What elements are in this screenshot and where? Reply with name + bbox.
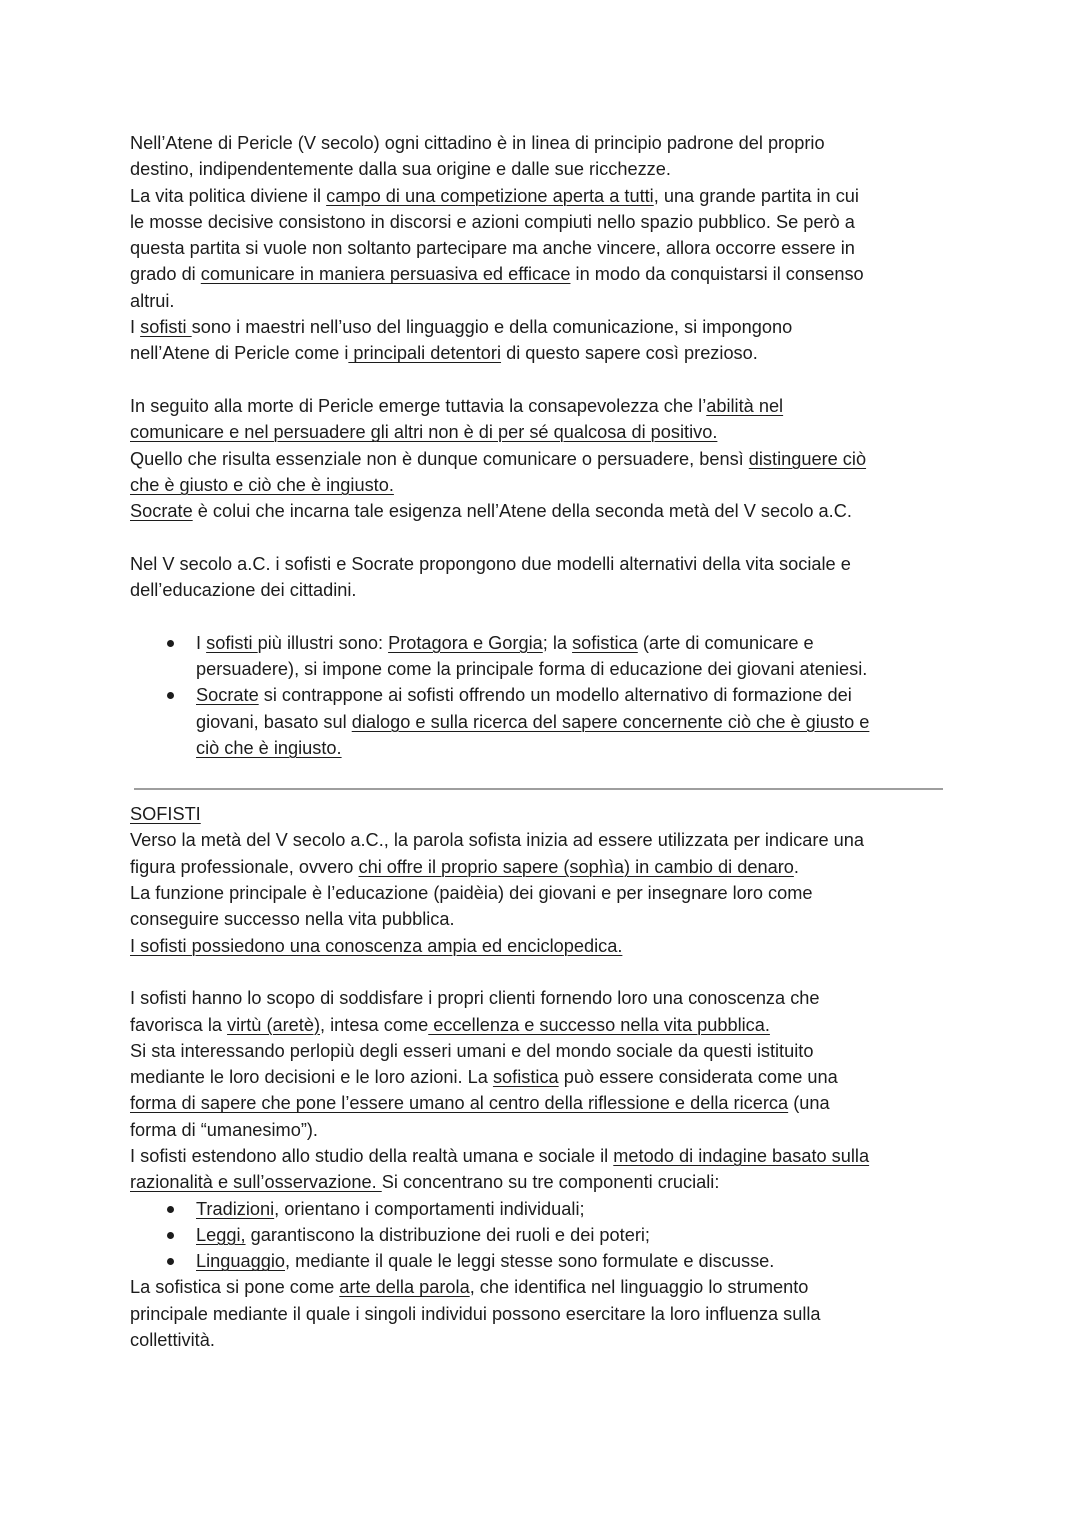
text-span: . <box>793 856 799 877</box>
text-span: questa partita si vuole non soltanto partecipare ma anche vincere, allora occorre essere in <box>130 238 855 259</box>
text-line <box>130 1038 945 1064</box>
text-line <box>196 735 945 761</box>
bullet-icon <box>167 1196 177 1222</box>
text-line <box>130 933 945 959</box>
underlined-text: I sofisti possiedono una conoscenza ampia ed enciclopedica. <box>130 935 623 956</box>
text-span: , mediante il quale le leggi stesse sono formulate e discusse. <box>285 1251 775 1272</box>
underlined-text: razionalità e sull’osservazione. <box>130 1172 382 1193</box>
text-span: I sofisti estendono allo studio della realtà umana e sociale il <box>130 1145 614 1166</box>
text-line <box>130 880 945 906</box>
underlined-text: chi offre il proprio sapere (sophìa) in cambio di denaro <box>358 856 794 877</box>
paragraph-gap <box>130 959 945 985</box>
text-span: forma di “umanesimo”). <box>130 1119 318 1140</box>
text-line <box>130 288 945 314</box>
text-span: le mosse decisive consistono in discorsi e azioni compiuti nello spazio pubblico. Se però a <box>130 211 855 232</box>
text-span: si contrappone ai sofisti offrendo un modello alternativo di formazione dei <box>258 685 852 706</box>
text-line <box>130 419 945 445</box>
text-span: grado di <box>130 264 201 285</box>
text-line <box>130 393 945 419</box>
text-span: , una grande partita in cui <box>653 185 859 206</box>
list-item <box>130 682 945 761</box>
underlined-text: sofisti <box>140 317 192 338</box>
text-line <box>130 446 945 472</box>
text-line <box>130 183 945 209</box>
text-span: (arte di comunicare e <box>637 632 814 653</box>
text-line <box>130 261 945 287</box>
underlined-text: Protagora e Gorgia <box>388 632 543 653</box>
text-span: I <box>130 317 141 338</box>
text-span: collettività. <box>130 1330 215 1351</box>
text-span: Si sta interessando perlopiù degli esseri umani e del mondo sociale da questi istituito <box>130 1040 814 1061</box>
text-span: persuadere), si impone come la principale forma di educazione dei giovani ateniesi. <box>196 658 868 679</box>
underlined-text: sofistica <box>492 1067 559 1088</box>
underlined-text: forma di sapere che pone l’essere umano al centro della riflessione e della ricerca <box>130 1093 789 1114</box>
text-span: in modo da conquistarsi il consenso <box>570 264 864 285</box>
underlined-text: Tradizioni <box>196 1198 275 1219</box>
underlined-text: comunicare e nel persuadere gli altri non è di per sé qualcosa di positivo. <box>130 422 718 443</box>
text-span: conseguire successo nella vita pubblica. <box>130 909 455 930</box>
text-span: giovani, basato sul <box>196 711 352 732</box>
text-line <box>196 1222 945 1248</box>
text-span: di questo sapere così prezioso. <box>501 343 758 364</box>
underlined-text: dialogo e sulla ricerca del sapere concernente ciò che è giusto e <box>351 711 870 732</box>
underlined-text: SOFISTI <box>130 804 201 825</box>
text-line <box>130 906 945 932</box>
text-span: (una <box>788 1093 830 1114</box>
text-line <box>130 156 945 182</box>
underlined-text: metodo di indagine basato sulla <box>613 1145 870 1166</box>
underlined-text: eccellenza e successo nella vita pubblica. <box>428 1014 770 1035</box>
text-line <box>196 1248 945 1274</box>
text-span: I sofisti hanno lo scopo di soddisfare i propri clienti fornendo loro una conoscenza che <box>130 988 820 1009</box>
list-item <box>130 1248 945 1274</box>
text-span: Nell’Atene di Pericle (V secolo) ogni cittadino è in linea di principio padrone del proprio <box>130 133 825 153</box>
text-line <box>130 1090 945 1116</box>
text-line <box>130 1012 945 1038</box>
text-line <box>196 1196 945 1222</box>
text-line <box>130 1301 945 1327</box>
bullet-list <box>130 1196 945 1275</box>
underlined-text: Socrate <box>130 501 193 522</box>
list-item <box>130 1222 945 1248</box>
text-span: nell’Atene di Pericle come i <box>130 343 349 364</box>
text-span: figura professionale, ovvero <box>130 856 359 877</box>
paragraph-gap <box>130 524 945 550</box>
text-line <box>130 1064 945 1090</box>
document-page <box>130 130 945 1353</box>
underlined-text: sofisti <box>206 632 258 653</box>
text-line <box>130 1143 945 1169</box>
text-line <box>130 1117 945 1143</box>
text-span: garantiscono la distribuzione dei ruoli e dei poteri; <box>245 1224 650 1245</box>
text-span: principale mediante il quale i singoli individui possono esercitare la loro influenza sulla <box>130 1303 821 1324</box>
text-span: sono i maestri nell’uso del linguaggio e della comunicazione, si impongono <box>191 317 793 338</box>
underlined-text: Leggi, <box>196 1224 246 1245</box>
text-line <box>196 656 945 682</box>
bullet-icon <box>167 682 177 708</box>
paragraph-gap <box>130 367 945 393</box>
text-span: dell’educazione dei cittadini. <box>130 580 357 601</box>
text-span: La funzione principale è l’educazione (paidèia) dei giovani e per insegnare loro come <box>130 883 813 904</box>
text-line <box>196 709 945 735</box>
text-span: , che identifica nel linguaggio lo strumento <box>469 1277 809 1298</box>
text-line <box>130 235 945 261</box>
text-line <box>196 630 945 656</box>
text-span: mediante le loro decisioni e le loro azioni. La <box>130 1067 493 1088</box>
text-span: La vita politica diviene il <box>130 185 327 206</box>
text-line <box>130 130 945 156</box>
bullet-icon <box>167 1248 177 1274</box>
text-span: Verso la metà del V secolo a.C., la parola sofista inizia ad essere utilizzata per indicare una <box>130 830 864 851</box>
text-span: Nel V secolo a.C. i sofisti e Socrate propongono due modelli alternativi della vita sociale e <box>130 553 851 574</box>
text-line <box>130 314 945 340</box>
underlined-text: ciò che è ingiusto. <box>196 737 342 758</box>
text-span: più illustri sono: <box>257 632 389 653</box>
text-span: è colui che incarna tale esigenza nell’Atene della seconda metà del V secolo a.C. <box>192 501 852 522</box>
text-line <box>130 1169 945 1195</box>
text-line <box>130 472 945 498</box>
text-span: altrui. <box>130 290 175 311</box>
text-span: , intesa come <box>320 1014 429 1035</box>
underlined-text: principali detentori <box>348 343 502 364</box>
text-span: In seguito alla morte di Pericle emerge tuttavia la consapevolezza che l’ <box>130 395 707 416</box>
underlined-text: comunicare in maniera persuasiva ed efficace <box>200 264 571 285</box>
underlined-text: sofistica <box>572 632 638 653</box>
underlined-text: che è giusto e ciò che è ingiusto. <box>130 474 394 495</box>
text-span: favorisca la <box>130 1014 228 1035</box>
text-span: Quello che risulta essenziale non è dunque comunicare o persuadere, bensì <box>130 448 749 469</box>
underlined-text: campo di una competizione aperta a tutti <box>326 185 654 206</box>
text-line <box>130 340 945 366</box>
text-span: destino, indipendentemente dalla sua origine e dalle sue ricchezze. <box>130 159 671 180</box>
text-line <box>130 209 945 235</box>
text-line <box>130 551 945 577</box>
text-line <box>196 682 945 708</box>
text-span: ; la <box>542 632 573 653</box>
section-heading <box>130 801 945 827</box>
text-span: , orientano i comportamenti individuali; <box>274 1198 585 1219</box>
bullet-icon <box>167 630 177 656</box>
text-line <box>130 854 945 880</box>
list-item <box>130 630 945 683</box>
underlined-text: distinguere ciò <box>748 448 867 469</box>
text-span: La sofistica si pone come <box>130 1277 340 1298</box>
text-line <box>130 1327 945 1353</box>
paragraph-gap <box>130 603 945 629</box>
text-line <box>130 498 945 524</box>
text-line <box>130 577 945 603</box>
bullet-list <box>130 630 945 761</box>
underlined-text: arte della parola <box>339 1277 470 1298</box>
underlined-text: Socrate <box>196 685 259 706</box>
text-line <box>130 1274 945 1300</box>
text-line <box>130 985 945 1011</box>
text-span: Si concentrano su tre componenti cruciali: <box>381 1172 720 1193</box>
text-line <box>130 827 945 853</box>
text-span: I <box>196 632 207 653</box>
underlined-text: Linguaggio <box>196 1251 286 1272</box>
horizontal-divider <box>134 788 943 790</box>
bullet-icon <box>167 1222 177 1248</box>
list-item <box>130 1196 945 1222</box>
text-span: può essere considerata come una <box>558 1067 838 1088</box>
underlined-text: virtù (aretè) <box>227 1014 321 1035</box>
underlined-text: abilità nel <box>706 395 784 416</box>
